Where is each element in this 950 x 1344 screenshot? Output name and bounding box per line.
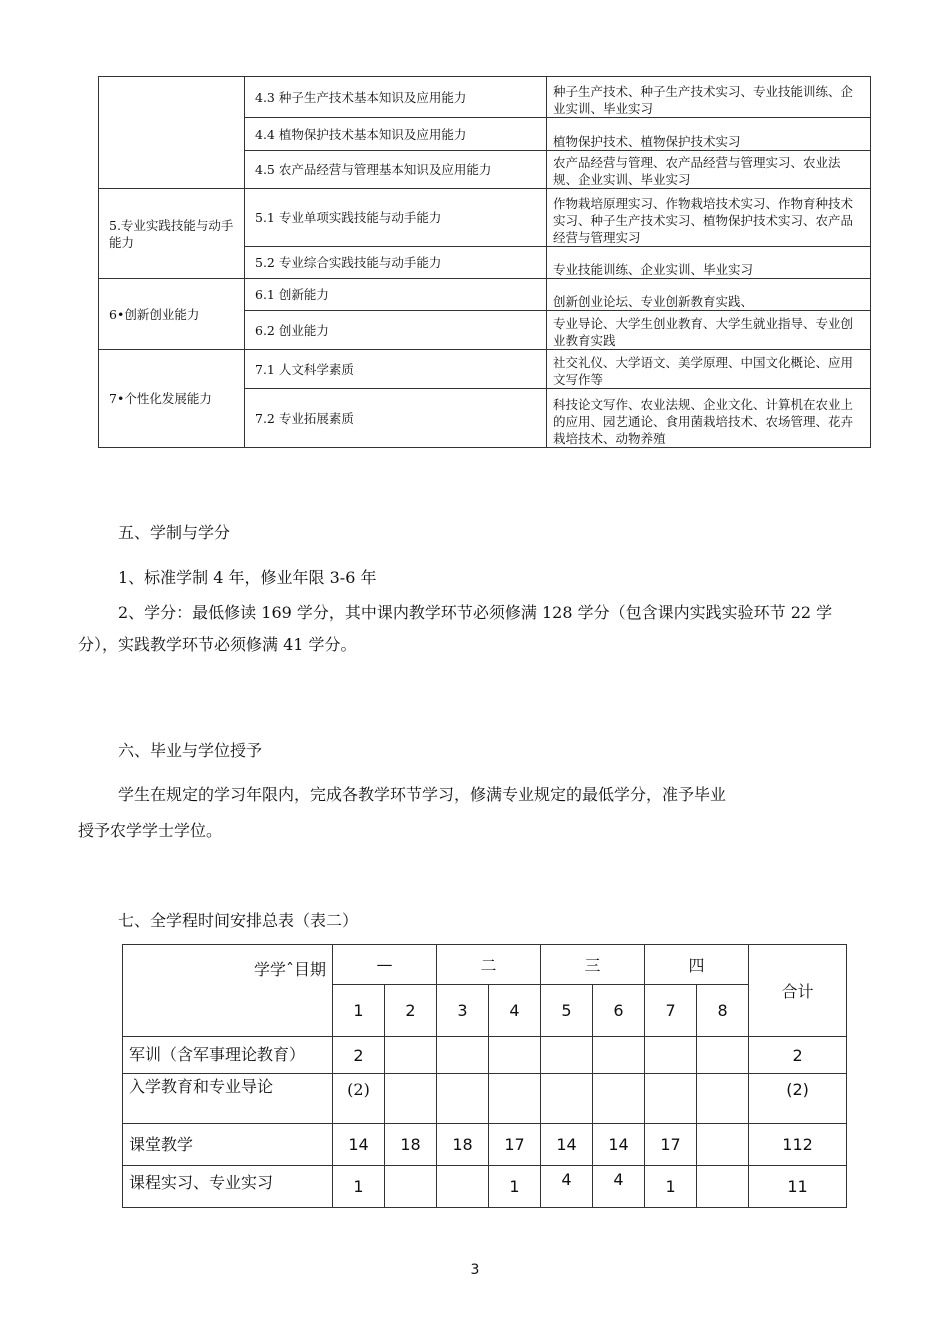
total-header: 合计 bbox=[749, 945, 847, 1037]
table-cell: 1 bbox=[333, 1166, 385, 1208]
term-header: 8 bbox=[697, 985, 749, 1037]
section5-paragraph-2: 2、学分：最低修读 169 学分，其中课内教学环节必须修满 128 学分（包含课内实践实验环节 22 学分），实践教学环节必须修满 41 学分。 bbox=[78, 603, 833, 654]
section5-title: 五、学制与学分 bbox=[118, 523, 231, 542]
term-header: 1 bbox=[333, 985, 385, 1037]
table-cell: 2 bbox=[333, 1037, 385, 1074]
course-cell: 农产品经营与管理、农产品经营与管理实习、农业法规、企业实训、毕业实习 bbox=[547, 151, 871, 189]
table-cell bbox=[437, 1166, 489, 1208]
table-cell: 1 bbox=[489, 1166, 541, 1208]
table-cell bbox=[385, 1074, 437, 1124]
sub-ability-cell: 4.5 农产品经营与管理基本知识及应用能力 bbox=[245, 151, 547, 189]
term-header: 2 bbox=[385, 985, 437, 1037]
sub-ability-cell: 4.3 种子生产技术基本知识及应用能力 bbox=[245, 77, 547, 118]
year-header: — bbox=[333, 945, 437, 985]
table-cell bbox=[697, 1124, 749, 1166]
table-cell bbox=[489, 1074, 541, 1124]
table-cell: 1 bbox=[645, 1166, 697, 1208]
term-header: 3 bbox=[437, 985, 489, 1037]
total-cell: (2) bbox=[749, 1074, 847, 1124]
sub-ability-cell: 5.1 专业单项实践技能与动手能力 bbox=[245, 189, 547, 247]
table-cell: 4 bbox=[541, 1166, 593, 1208]
section6-title: 六、毕业与学位授予 bbox=[118, 741, 263, 760]
corner-header-cell: 学学ˆ目期 bbox=[123, 945, 333, 1037]
table-cell bbox=[489, 1037, 541, 1074]
term-header: 7 bbox=[645, 985, 697, 1037]
total-cell: 2 bbox=[749, 1037, 847, 1074]
table-cell bbox=[645, 1037, 697, 1074]
row-label: 课程实习、专业实习 bbox=[123, 1166, 333, 1208]
sub-ability-cell: 6.1 创新能力 bbox=[245, 279, 547, 311]
table-cell bbox=[697, 1166, 749, 1208]
ability-course-table bbox=[98, 76, 871, 448]
course-cell: 社交礼仪、大学语文、美学原理、中国文化概论、应用文写作等 bbox=[547, 350, 871, 389]
section6-paragraph-1: 学生在规定的学习年限内，完成各教学环节学习，修满专业规定的最低学分，准予毕业 bbox=[118, 785, 727, 804]
total-cell: 11 bbox=[749, 1166, 847, 1208]
section7-title: 七、全学程时间安排总表（表二） bbox=[118, 911, 359, 930]
ability-cell: 7•个性化发展能力 bbox=[99, 350, 245, 448]
table-cell bbox=[385, 1037, 437, 1074]
section6-paragraph-2: 授予农学学士学位。 bbox=[78, 821, 223, 840]
row-label: 入学教育和专业导论 bbox=[123, 1074, 333, 1124]
total-cell: 112 bbox=[749, 1124, 847, 1166]
year-header: 四 bbox=[645, 945, 749, 985]
table-cell bbox=[437, 1074, 489, 1124]
term-header: 5 bbox=[541, 985, 593, 1037]
table-cell: 14 bbox=[541, 1124, 593, 1166]
course-cell: 科技论文写作、农业法规、企业文化、计算机在农业上的应用、园艺通论、食用菌栽培技术、农场管理、花卉栽培技术、动物养殖 bbox=[547, 389, 871, 448]
table-cell: 14 bbox=[333, 1124, 385, 1166]
section5-paragraph-1: 1、标准学制 4 年，修业年限 3-6 年 bbox=[118, 568, 377, 587]
table-cell bbox=[541, 1074, 593, 1124]
table-cell: 17 bbox=[489, 1124, 541, 1166]
sub-ability-cell: 7.1 人文科学素质 bbox=[245, 350, 547, 389]
course-cell: 植物保护技术、植物保护技术实习 bbox=[547, 118, 871, 151]
term-header: 6 bbox=[593, 985, 645, 1037]
year-header: 三 bbox=[541, 945, 645, 985]
page-number: 3 bbox=[470, 1262, 480, 1278]
table-cell: 17 bbox=[645, 1124, 697, 1166]
schedule-table bbox=[122, 944, 847, 1208]
table-cell bbox=[645, 1074, 697, 1124]
table-cell: 18 bbox=[437, 1124, 489, 1166]
table-cell bbox=[593, 1037, 645, 1074]
table-cell: (2) bbox=[333, 1074, 385, 1124]
term-header: 4 bbox=[489, 985, 541, 1037]
row-label: 军训（含军事理论教育） bbox=[123, 1037, 333, 1074]
year-header: 二 bbox=[437, 945, 541, 985]
row-label: 课堂教学 bbox=[123, 1124, 333, 1166]
sub-ability-cell: 6.2 创业能力 bbox=[245, 311, 547, 350]
table-cell: 14 bbox=[593, 1124, 645, 1166]
table-cell bbox=[697, 1074, 749, 1124]
sub-ability-cell: 5.2 专业综合实践技能与动手能力 bbox=[245, 247, 547, 279]
table-cell bbox=[593, 1074, 645, 1124]
table-cell bbox=[385, 1166, 437, 1208]
sub-ability-cell: 7.2 专业拓展素质 bbox=[245, 389, 547, 448]
course-cell: 专业导论、大学生创业教育、大学生就业指导、专业创业教育实践 bbox=[547, 311, 871, 350]
sub-ability-cell: 4.4 植物保护技术基本知识及应用能力 bbox=[245, 118, 547, 151]
ability-cell: 5.专业实践技能与动手能力 bbox=[99, 189, 245, 279]
course-cell: 种子生产技术、种子生产技术实习、专业技能训练、企业实训、毕业实习 bbox=[547, 77, 871, 118]
table-cell: 18 bbox=[385, 1124, 437, 1166]
table-cell bbox=[541, 1037, 593, 1074]
ability-cell bbox=[99, 77, 245, 189]
table-cell bbox=[697, 1037, 749, 1074]
course-cell: 作物栽培原理实习、作物栽培技术实习、作物育种技术实习、种子生产技术实习、植物保护技术实习、农产品经营与管理实习 bbox=[547, 189, 871, 247]
course-cell: 专业技能训练、企业实训、毕业实习 bbox=[547, 247, 871, 279]
table-cell bbox=[437, 1037, 489, 1074]
table-cell: 4 bbox=[593, 1166, 645, 1208]
ability-cell: 6•创新创业能力 bbox=[99, 279, 245, 350]
course-cell: 创新创业论坛、专业创新教育实践、 bbox=[547, 279, 871, 311]
